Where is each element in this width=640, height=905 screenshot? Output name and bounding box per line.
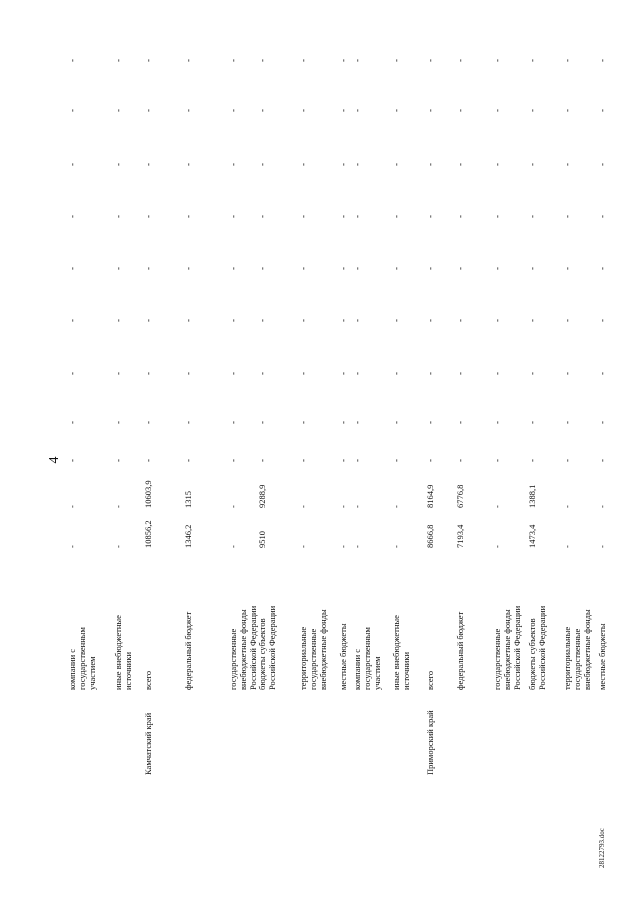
value-cell-1 bbox=[527, 525, 537, 548]
value-cell-1-line: - bbox=[391, 545, 401, 548]
category-cell bbox=[143, 671, 153, 690]
value-cell-1-line: 1473,4 bbox=[527, 524, 537, 548]
empty-value-dash: - bbox=[562, 372, 572, 375]
value-cell-2-line: - bbox=[298, 505, 308, 508]
empty-value-dash: - bbox=[562, 215, 572, 218]
value-cell-2-line: - bbox=[67, 505, 77, 508]
value-cell-2 bbox=[597, 505, 607, 508]
empty-value-dash: - bbox=[527, 267, 537, 270]
category-line: Российской Федерации bbox=[512, 605, 522, 690]
empty-value-dash: - bbox=[492, 59, 502, 62]
empty-value-dash: - bbox=[352, 267, 362, 270]
empty-value-dash: - bbox=[425, 109, 435, 112]
value-cell-2 bbox=[352, 505, 362, 508]
empty-value-dash: - bbox=[597, 421, 607, 424]
empty-value-dash: - bbox=[391, 421, 401, 424]
category-cell bbox=[257, 606, 277, 690]
empty-value-dash: - bbox=[391, 215, 401, 218]
empty-value-dash: - bbox=[143, 109, 153, 112]
category-cell bbox=[455, 612, 465, 690]
value-cell-1-line: - bbox=[352, 545, 362, 548]
value-cell-2-line: - bbox=[352, 505, 362, 508]
value-cell-2-line: 10603,9 bbox=[143, 480, 153, 508]
value-cell-1 bbox=[455, 525, 465, 548]
empty-value-dash: - bbox=[183, 215, 193, 218]
empty-value-dash: - bbox=[455, 109, 465, 112]
empty-value-dash: - bbox=[597, 215, 607, 218]
empty-value-dash: - bbox=[67, 59, 77, 62]
value-cell-1-line: 1346,2 bbox=[183, 524, 193, 548]
category-cell bbox=[113, 615, 133, 690]
value-cell-1 bbox=[183, 525, 193, 548]
category-line: территориальные bbox=[562, 626, 572, 690]
empty-value-dash: - bbox=[257, 163, 267, 166]
empty-value-dash: - bbox=[562, 459, 572, 462]
empty-value-dash: - bbox=[562, 59, 572, 62]
category-line: Российской Федерации bbox=[267, 605, 277, 690]
empty-value-dash: - bbox=[143, 215, 153, 218]
category-line: государственные bbox=[572, 628, 582, 690]
category-line: государственные bbox=[228, 628, 238, 690]
empty-value-dash: - bbox=[113, 319, 123, 322]
empty-value-dash: - bbox=[492, 372, 502, 375]
empty-value-dash: - bbox=[597, 59, 607, 62]
empty-value-dash: - bbox=[492, 319, 502, 322]
category-line: компании с bbox=[67, 648, 77, 690]
empty-value-dash: - bbox=[425, 59, 435, 62]
value-cell-1-line: 9510 bbox=[257, 531, 267, 548]
empty-value-dash: - bbox=[425, 372, 435, 375]
value-cell-1 bbox=[113, 545, 123, 548]
value-cell-2-line: - bbox=[492, 505, 502, 508]
empty-value-dash: - bbox=[183, 421, 193, 424]
region-cell bbox=[143, 713, 153, 775]
empty-value-dash: - bbox=[143, 372, 153, 375]
value-cell-1-line: - bbox=[298, 545, 308, 548]
value-cell-1 bbox=[67, 545, 77, 548]
empty-value-dash: - bbox=[143, 319, 153, 322]
empty-value-dash: - bbox=[67, 163, 77, 166]
empty-value-dash: - bbox=[597, 109, 607, 112]
empty-value-dash: - bbox=[228, 215, 238, 218]
value-cell-2-line: - bbox=[228, 505, 238, 508]
category-line: федеральный бюджет bbox=[455, 611, 465, 690]
empty-value-dash: - bbox=[143, 163, 153, 166]
empty-value-dash: - bbox=[527, 215, 537, 218]
category-line: участием bbox=[372, 656, 382, 690]
empty-value-dash: - bbox=[455, 421, 465, 424]
empty-value-dash: - bbox=[455, 372, 465, 375]
empty-value-dash: - bbox=[425, 267, 435, 270]
empty-value-dash: - bbox=[352, 215, 362, 218]
empty-value-dash: - bbox=[113, 215, 123, 218]
category-line: местные бюджеты bbox=[597, 623, 607, 690]
category-cell bbox=[228, 606, 258, 690]
category-line: внебюджетные фонды bbox=[502, 609, 512, 690]
empty-value-dash: - bbox=[425, 319, 435, 322]
empty-value-dash: - bbox=[562, 163, 572, 166]
empty-value-dash: - bbox=[228, 421, 238, 424]
category-line: внебюджетные фонды bbox=[582, 609, 592, 690]
empty-value-dash: - bbox=[391, 372, 401, 375]
category-cell bbox=[391, 615, 411, 690]
empty-value-dash: - bbox=[597, 372, 607, 375]
empty-value-dash: - bbox=[527, 163, 537, 166]
value-cell-2-line: 1315 bbox=[183, 491, 193, 508]
empty-value-dash: - bbox=[338, 372, 348, 375]
empty-value-dash: - bbox=[67, 421, 77, 424]
empty-value-dash: - bbox=[391, 459, 401, 462]
empty-value-dash: - bbox=[143, 267, 153, 270]
value-cell-2 bbox=[143, 480, 153, 508]
empty-value-dash: - bbox=[391, 59, 401, 62]
empty-value-dash: - bbox=[352, 421, 362, 424]
category-cell bbox=[492, 606, 522, 690]
category-cell bbox=[425, 671, 435, 690]
value-cell-2 bbox=[183, 491, 193, 508]
value-cell-2 bbox=[67, 505, 77, 508]
value-cell-1 bbox=[425, 525, 435, 548]
empty-value-dash: - bbox=[257, 267, 267, 270]
empty-value-dash: - bbox=[183, 109, 193, 112]
empty-value-dash: - bbox=[183, 372, 193, 375]
category-line: внебюджетные фонды bbox=[318, 609, 328, 690]
empty-value-dash: - bbox=[228, 267, 238, 270]
empty-value-dash: - bbox=[597, 459, 607, 462]
value-cell-2 bbox=[562, 505, 572, 508]
value-cell-1 bbox=[143, 520, 153, 548]
empty-value-dash: - bbox=[338, 163, 348, 166]
empty-value-dash: - bbox=[67, 459, 77, 462]
empty-value-dash: - bbox=[352, 163, 362, 166]
empty-value-dash: - bbox=[352, 372, 362, 375]
empty-value-dash: - bbox=[492, 421, 502, 424]
empty-value-dash: - bbox=[143, 421, 153, 424]
empty-value-dash: - bbox=[352, 459, 362, 462]
category-cell bbox=[183, 612, 193, 690]
empty-value-dash: - bbox=[113, 163, 123, 166]
value-cell-2 bbox=[527, 485, 537, 508]
empty-value-dash: - bbox=[352, 109, 362, 112]
value-cell-2 bbox=[113, 505, 123, 508]
value-cell-1-line: - bbox=[113, 545, 123, 548]
empty-value-dash: - bbox=[492, 163, 502, 166]
value-cell-1-line: - bbox=[562, 545, 572, 548]
region-cell-line: Приморский край bbox=[425, 710, 435, 775]
empty-value-dash: - bbox=[113, 59, 123, 62]
empty-value-dash: - bbox=[257, 459, 267, 462]
empty-value-dash: - bbox=[183, 459, 193, 462]
empty-value-dash: - bbox=[298, 163, 308, 166]
category-line: территориальные bbox=[298, 626, 308, 690]
value-cell-1 bbox=[257, 531, 267, 548]
value-cell-2-line: 1388,1 bbox=[527, 484, 537, 508]
value-cell-1-line: - bbox=[67, 545, 77, 548]
empty-value-dash: - bbox=[257, 421, 267, 424]
empty-value-dash: - bbox=[143, 59, 153, 62]
empty-value-dash: - bbox=[298, 109, 308, 112]
category-line: бюджеты субъектов bbox=[257, 618, 267, 690]
empty-value-dash: - bbox=[391, 109, 401, 112]
category-line: федеральный бюджет bbox=[183, 611, 193, 690]
value-cell-2 bbox=[257, 485, 267, 508]
empty-value-dash: - bbox=[492, 459, 502, 462]
empty-value-dash: - bbox=[257, 319, 267, 322]
empty-value-dash: - bbox=[455, 459, 465, 462]
empty-value-dash: - bbox=[352, 59, 362, 62]
empty-value-dash: - bbox=[183, 267, 193, 270]
category-line: государственным bbox=[77, 627, 87, 690]
empty-value-dash: - bbox=[562, 109, 572, 112]
category-line: всего bbox=[143, 670, 153, 690]
empty-value-dash: - bbox=[298, 372, 308, 375]
empty-value-dash: - bbox=[113, 109, 123, 112]
empty-value-dash: - bbox=[183, 163, 193, 166]
empty-value-dash: - bbox=[527, 319, 537, 322]
category-line: государственные bbox=[492, 628, 502, 690]
category-line: бюджеты субъектов bbox=[527, 618, 537, 690]
value-cell-1-line: 10856,2 bbox=[143, 520, 153, 548]
empty-value-dash: - bbox=[183, 319, 193, 322]
empty-value-dash: - bbox=[298, 267, 308, 270]
empty-value-dash: - bbox=[492, 215, 502, 218]
value-cell-1-line: - bbox=[228, 545, 238, 548]
empty-value-dash: - bbox=[425, 163, 435, 166]
empty-value-dash: - bbox=[455, 163, 465, 166]
category-line: источники bbox=[401, 651, 411, 690]
empty-value-dash: - bbox=[228, 109, 238, 112]
empty-value-dash: - bbox=[455, 215, 465, 218]
value-cell-1-line: - bbox=[597, 545, 607, 548]
empty-value-dash: - bbox=[425, 459, 435, 462]
value-cell-2-line: - bbox=[597, 505, 607, 508]
empty-value-dash: - bbox=[228, 372, 238, 375]
empty-value-dash: - bbox=[228, 319, 238, 322]
empty-value-dash: - bbox=[338, 215, 348, 218]
empty-value-dash: - bbox=[67, 372, 77, 375]
empty-value-dash: - bbox=[298, 59, 308, 62]
empty-value-dash: - bbox=[298, 459, 308, 462]
category-line: компании с bbox=[352, 648, 362, 690]
empty-value-dash: - bbox=[597, 163, 607, 166]
empty-value-dash: - bbox=[562, 319, 572, 322]
category-cell bbox=[527, 606, 547, 690]
region-cell bbox=[425, 710, 435, 775]
value-cell-1 bbox=[562, 545, 572, 548]
empty-value-dash: - bbox=[67, 267, 77, 270]
category-cell bbox=[67, 627, 97, 690]
empty-value-dash: - bbox=[455, 59, 465, 62]
value-cell-1 bbox=[492, 545, 502, 548]
category-line: внебюджетные фонды bbox=[238, 609, 248, 690]
category-line: Российской Федерации bbox=[537, 605, 547, 690]
value-cell-2 bbox=[455, 485, 465, 508]
value-cell-1 bbox=[228, 545, 238, 548]
empty-value-dash: - bbox=[143, 459, 153, 462]
empty-value-dash: - bbox=[257, 109, 267, 112]
category-cell bbox=[562, 609, 592, 690]
empty-value-dash: - bbox=[228, 459, 238, 462]
category-line: всего bbox=[425, 670, 435, 690]
empty-value-dash: - bbox=[183, 59, 193, 62]
value-cell-2-line: - bbox=[338, 505, 348, 508]
empty-value-dash: - bbox=[455, 267, 465, 270]
empty-value-dash: - bbox=[597, 319, 607, 322]
empty-value-dash: - bbox=[113, 267, 123, 270]
value-cell-1 bbox=[352, 545, 362, 548]
empty-value-dash: - bbox=[67, 215, 77, 218]
value-cell-1 bbox=[597, 545, 607, 548]
empty-value-dash: - bbox=[455, 319, 465, 322]
empty-value-dash: - bbox=[425, 421, 435, 424]
category-cell bbox=[298, 609, 328, 690]
value-cell-1 bbox=[338, 545, 348, 548]
empty-value-dash: - bbox=[527, 459, 537, 462]
value-cell-2 bbox=[338, 505, 348, 508]
category-line: государственным bbox=[362, 627, 372, 690]
value-cell-2 bbox=[228, 505, 238, 508]
value-cell-1 bbox=[391, 545, 401, 548]
empty-value-dash: - bbox=[298, 319, 308, 322]
empty-value-dash: - bbox=[228, 163, 238, 166]
empty-value-dash: - bbox=[425, 215, 435, 218]
category-line: иные внебюджетные bbox=[113, 615, 123, 690]
category-line: иные внебюджетные bbox=[391, 615, 401, 690]
empty-value-dash: - bbox=[257, 215, 267, 218]
value-cell-1-line: 7193,4 bbox=[455, 524, 465, 548]
value-cell-2 bbox=[391, 505, 401, 508]
value-cell-1-line: - bbox=[338, 545, 348, 548]
category-cell bbox=[352, 627, 382, 690]
empty-value-dash: - bbox=[298, 421, 308, 424]
empty-value-dash: - bbox=[527, 59, 537, 62]
empty-value-dash: - bbox=[67, 109, 77, 112]
empty-value-dash: - bbox=[338, 421, 348, 424]
value-cell-2-line: - bbox=[562, 505, 572, 508]
empty-value-dash: - bbox=[113, 421, 123, 424]
category-line: государственные bbox=[308, 628, 318, 690]
empty-value-dash: - bbox=[113, 459, 123, 462]
empty-value-dash: - bbox=[338, 267, 348, 270]
category-line: местные бюджеты bbox=[338, 623, 348, 690]
empty-value-dash: - bbox=[527, 109, 537, 112]
value-cell-2-line: - bbox=[113, 505, 123, 508]
empty-value-dash: - bbox=[597, 267, 607, 270]
empty-value-dash: - bbox=[228, 59, 238, 62]
category-cell bbox=[597, 623, 607, 690]
empty-value-dash: - bbox=[492, 267, 502, 270]
page-number: 4 bbox=[47, 456, 62, 464]
empty-value-dash: - bbox=[391, 267, 401, 270]
empty-value-dash: - bbox=[391, 163, 401, 166]
value-cell-2-line: 6776,8 bbox=[455, 484, 465, 508]
empty-value-dash: - bbox=[113, 372, 123, 375]
empty-value-dash: - bbox=[338, 459, 348, 462]
empty-value-dash: - bbox=[298, 215, 308, 218]
value-cell-2 bbox=[298, 505, 308, 508]
value-cell-2-line: 9288,9 bbox=[257, 484, 267, 508]
empty-value-dash: - bbox=[338, 59, 348, 62]
footer-filename: 28122793.doc bbox=[598, 828, 606, 868]
empty-value-dash: - bbox=[338, 109, 348, 112]
value-cell-1-line: 8666,8 bbox=[425, 524, 435, 548]
value-cell-2-line: - bbox=[391, 505, 401, 508]
category-line: источники bbox=[123, 651, 133, 690]
value-cell-2-line: 8164,9 bbox=[425, 484, 435, 508]
category-line: Российской Федерации bbox=[248, 605, 258, 690]
category-line: участием bbox=[87, 656, 97, 690]
empty-value-dash: - bbox=[562, 267, 572, 270]
empty-value-dash: - bbox=[338, 319, 348, 322]
empty-value-dash: - bbox=[527, 372, 537, 375]
empty-value-dash: - bbox=[492, 109, 502, 112]
empty-value-dash: - bbox=[257, 59, 267, 62]
empty-value-dash: - bbox=[67, 319, 77, 322]
empty-value-dash: - bbox=[257, 372, 267, 375]
value-cell-1 bbox=[298, 545, 308, 548]
region-cell-line: Камчатский край bbox=[143, 712, 153, 775]
value-cell-1-line: - bbox=[492, 545, 502, 548]
empty-value-dash: - bbox=[352, 319, 362, 322]
value-cell-2 bbox=[425, 485, 435, 508]
empty-value-dash: - bbox=[391, 319, 401, 322]
empty-value-dash: - bbox=[562, 421, 572, 424]
category-cell bbox=[338, 623, 348, 690]
value-cell-2 bbox=[492, 505, 502, 508]
empty-value-dash: - bbox=[527, 421, 537, 424]
